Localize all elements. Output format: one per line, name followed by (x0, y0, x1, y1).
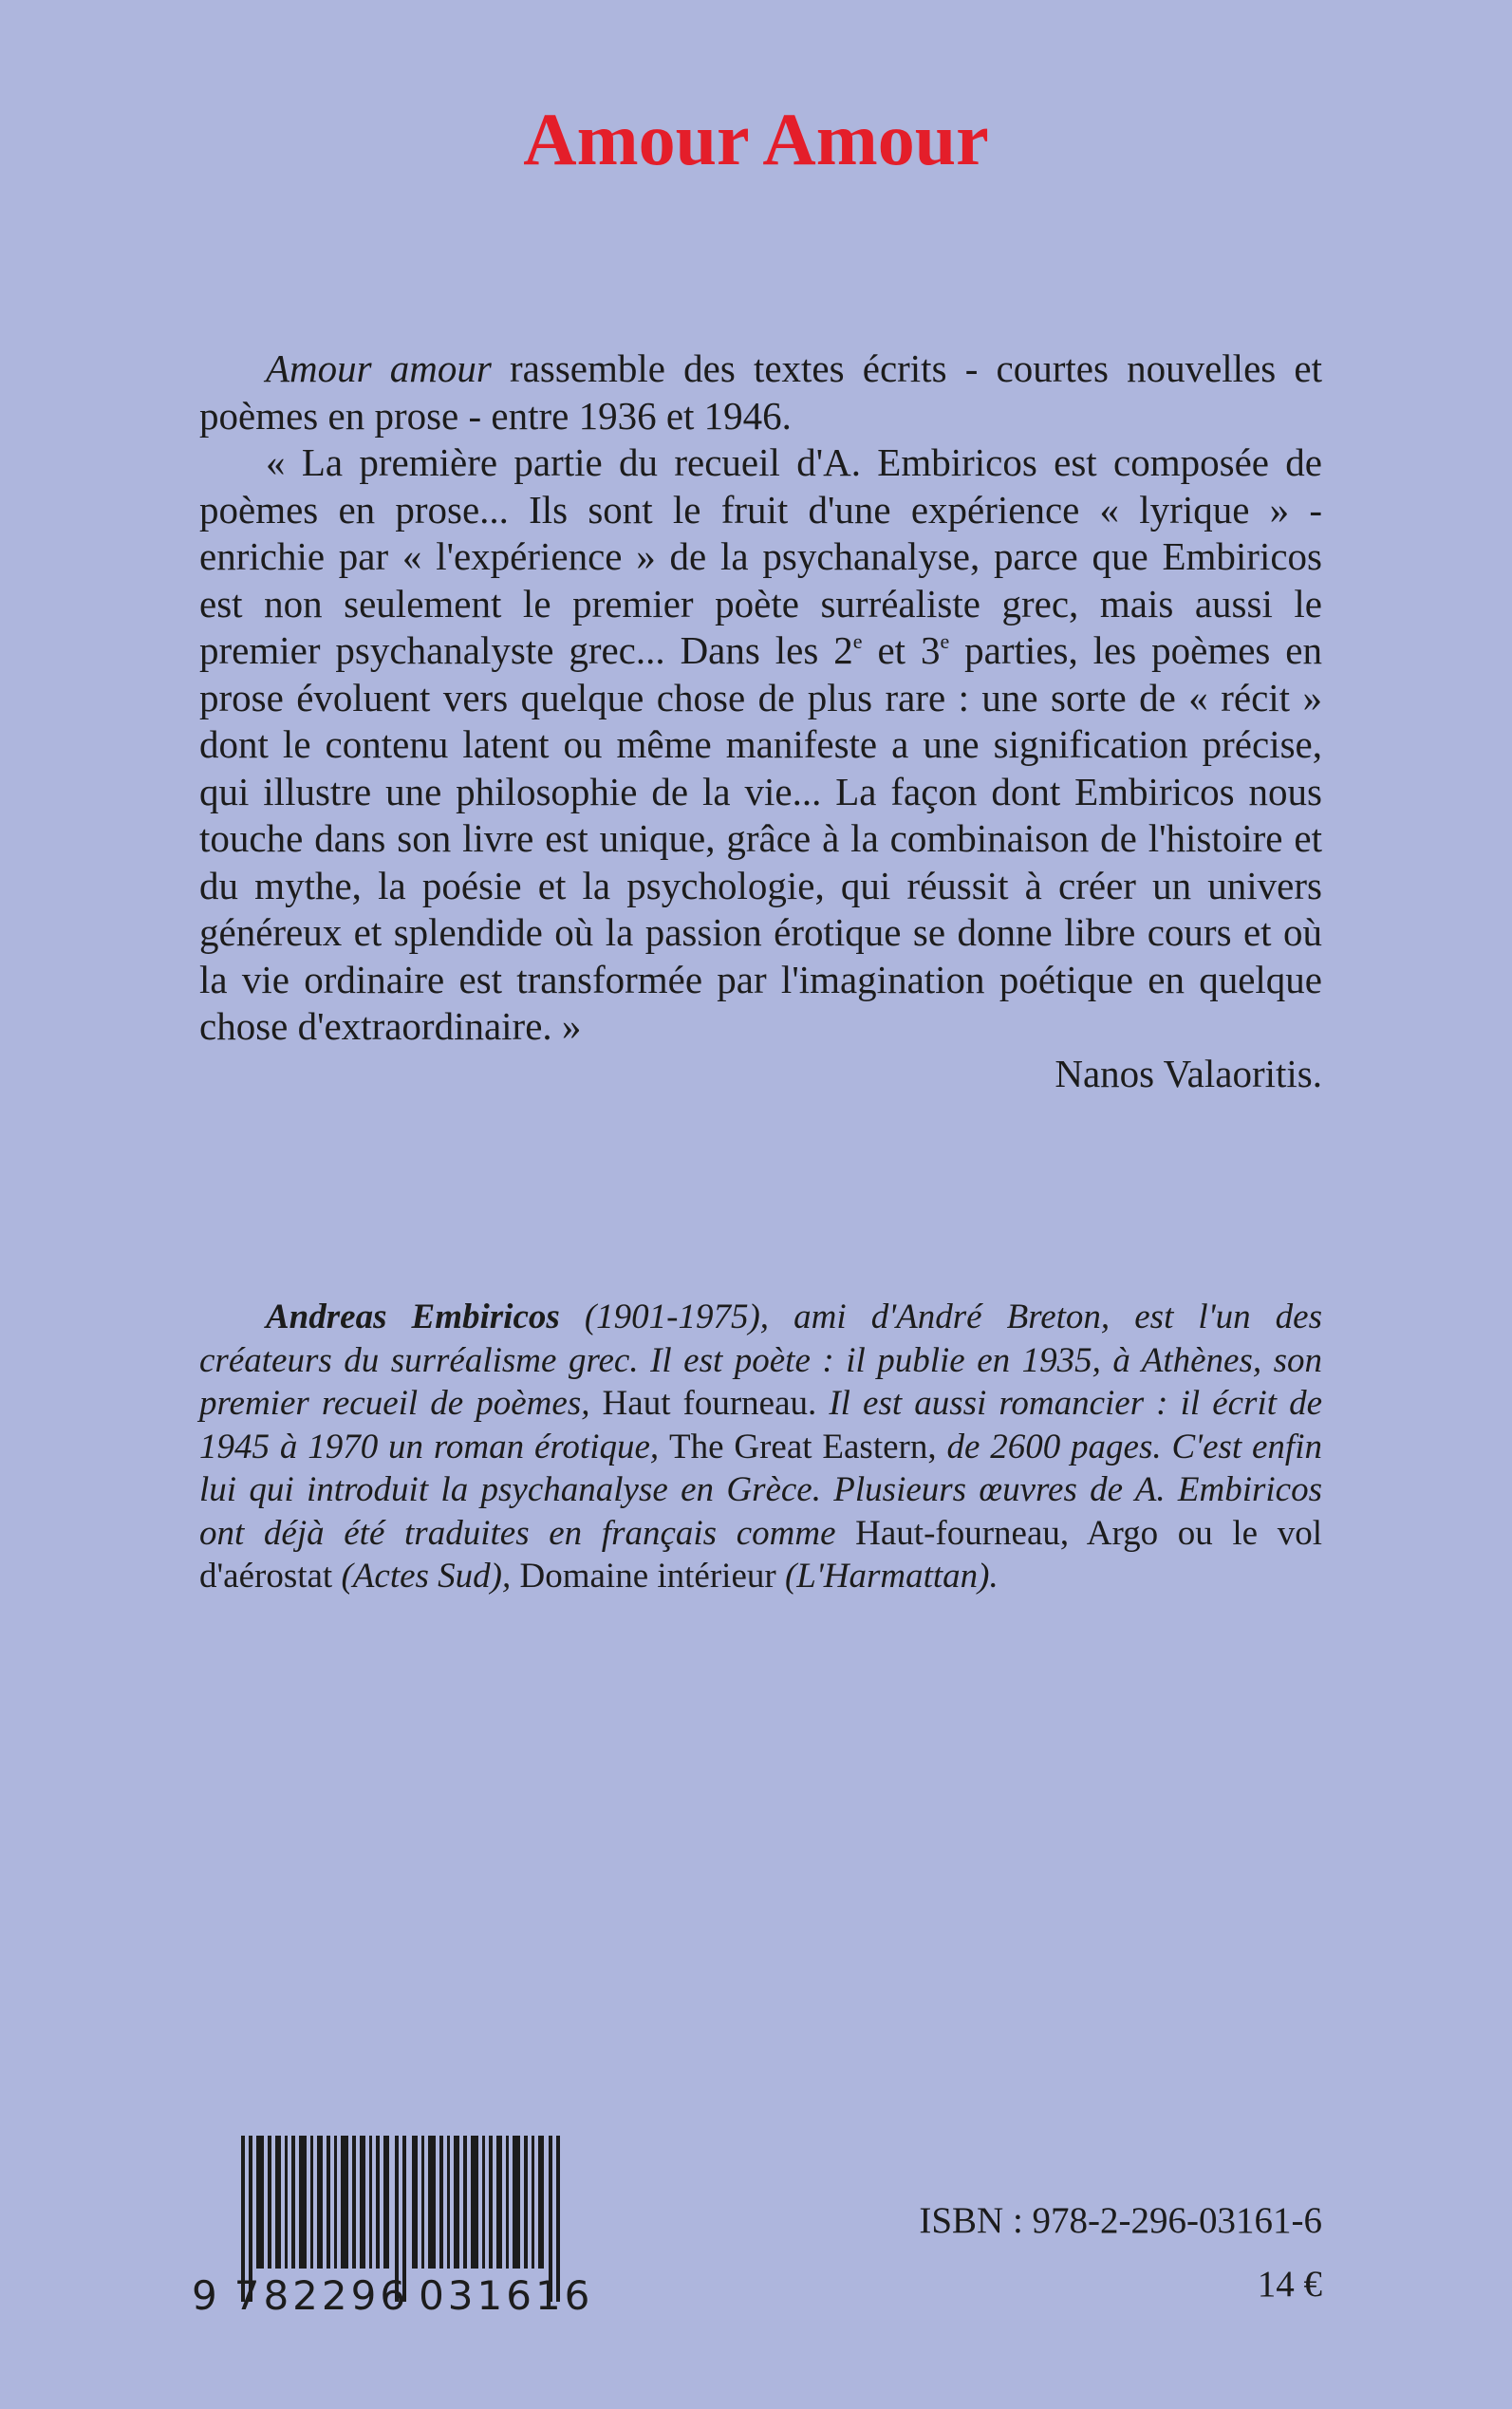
bio-text-2: Il est aussi romancier : il écrit de 1945 à 1970 un roman érotique, (199, 1384, 1322, 1466)
quote-sup1: e (852, 629, 863, 653)
quote-sup2: e (940, 629, 950, 653)
bio-work-1: Haut fourneau. (602, 1384, 817, 1423)
author-bio (199, 1296, 1322, 1598)
price: 14 € (1257, 2264, 1322, 2305)
quote-part2: et 3 (862, 628, 941, 672)
intro-book-title: Amour amour (266, 346, 492, 390)
book-title: Amour Amour (523, 98, 989, 180)
bio-work-2: The Great Eastern, (669, 1427, 937, 1466)
intro-text: rassemble des textes écrits - courtes nouvelles et poèmes en prose - entre 1936 et 1946. (199, 346, 1322, 438)
barcode-group-1: 782296 (233, 2272, 410, 2319)
quote-paragraph (199, 439, 1322, 1051)
barcode-group-2: 031616 (419, 2272, 594, 2319)
bio-text-3: de 2600 pages. C'est enfin lui qui introduit la psychanalyse en Grèce. Plusieurs œuvres de A. Embiricos ont déjà été traduites en français comme (199, 1427, 1322, 1553)
barcode-digits (192, 2272, 638, 2319)
blurb (199, 345, 1322, 1097)
quote-signature: Nanos Valaoritis. (1055, 1051, 1322, 1095)
quote-part3: parties, les poèmes en prose évoluent vers quelque chose de plus rare : une sorte de « récit » dont le contenu latent ou même manifeste a une signification précise, qui illustre une philosophie de la vie... La façon dont Embiricos nous touche dans son livre est unique, grâce à la combinaison de l'histoire et du mythe, la poésie et la psychologie, qui réussit à créer un univers généreux et splendide où la passion érotique se donne libre cours et où la vie ordinaire est transformée par l'imagination poétique en quelque chose d'extraordinaire. » (199, 628, 1323, 1048)
bio-work-3: Haut-fourneau, Argo ou le vol d'aérostat (199, 1513, 1322, 1596)
barcode-lead-digit: 9 (192, 2272, 221, 2319)
quote-part1: « La première partie du recueil d'A. Embiricos est composée de poèmes en prose... Ils sont le fruit d'une expérience « lyrique » - enrichie par « l'expérience » de la psychanalyse, parce que Embiricos est non seulement le premier poète surréaliste grec, mais aussi le premier psychanalyste grec... Dans les 2 (199, 440, 1322, 672)
bio-text-5: (L'Harmattan). (775, 1557, 999, 1596)
bio-text-1: (1901-1975), ami d'André Breton, est l'un des créateurs du surréalisme grec. Il est poète : il publie en 1935, à Athènes, son premier recueil de poèmes, (199, 1298, 1322, 1423)
isbn-number: ISBN : 978-2-296-03161-6 (919, 2200, 1322, 2241)
bio-text-4: (Actes Sud), (332, 1557, 520, 1596)
intro-paragraph (199, 345, 1322, 439)
bio-paragraph (199, 1296, 1322, 1598)
bio-work-4: Domaine intérieur (519, 1557, 776, 1596)
bio-author-name: Andreas Embiricos (266, 1298, 560, 1336)
